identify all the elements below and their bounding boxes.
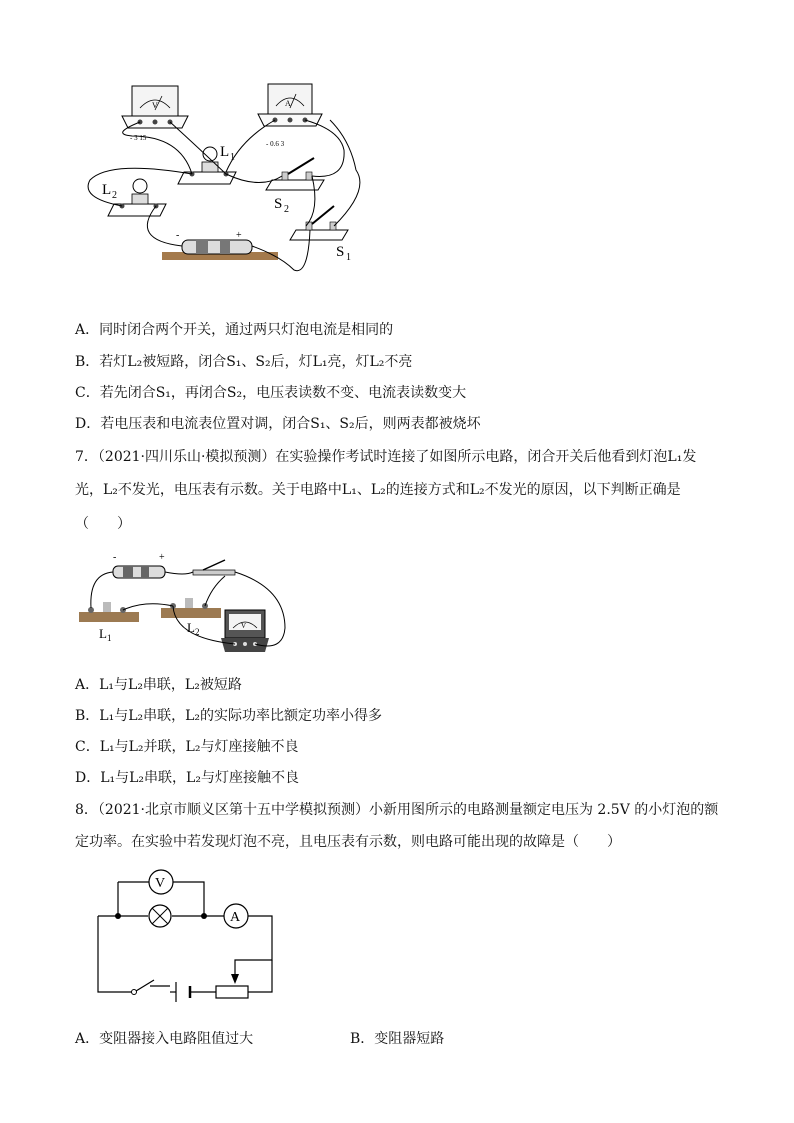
circuit-schematic-3 <box>90 862 280 1002</box>
battery-holder <box>162 230 278 260</box>
schematic-ammeter-letter: A <box>230 910 241 925</box>
label-l2: L <box>102 182 112 198</box>
switch-2 <box>193 560 235 575</box>
circuit-figure-2 <box>75 548 295 660</box>
q7-option-c: C．L₁与L₂并联，L₂与灯座接触不良 <box>75 739 299 755</box>
junction-left <box>115 913 121 919</box>
fig2-minus: - <box>113 552 117 563</box>
ammeter-device <box>258 84 322 148</box>
q6-option-d: D．若电压表和电流表位置对调，闭合S₁、S₂后，则两表都被烧坏 <box>75 416 481 432</box>
fig2-plus: + <box>159 552 165 563</box>
voltmeter-device <box>122 86 188 142</box>
label-s1: S <box>336 244 345 260</box>
schematic-lamp <box>149 905 171 927</box>
q7-stem-line-1: 7．（2021·四川乐山·模拟预测）在实验操作考试时连接了如图所示电路，闭合开关后他看到灯泡L₁发 <box>75 449 697 465</box>
voltmeter-scale: - 3 15 <box>130 134 147 142</box>
ammeter-letter: A <box>285 99 291 108</box>
fig2-label-l2: L <box>187 620 195 635</box>
junction-right <box>201 913 207 919</box>
fig2-label-l1-sub: 1 <box>107 633 112 643</box>
label-l2-sub: 2 <box>112 190 117 201</box>
fig2-label-l2-sub: 2 <box>195 627 200 637</box>
schematic-rheostat <box>216 974 248 998</box>
switch-s2 <box>266 158 324 190</box>
q6-option-b: B．若灯L₂被短路，闭合S₁、S₂后，灯L₁亮，灯L₂不亮 <box>75 354 413 370</box>
q7-option-a: A．L₁与L₂串联，L₂被短路 <box>75 677 242 693</box>
fig2-voltmeter-letter: V <box>241 622 247 630</box>
label-s1-sub: 1 <box>346 252 351 263</box>
q6-option-c: C．若先闭合S₁，再闭合S₂，电压表读数不变、电流表读数变大 <box>75 385 467 401</box>
q7-stem-line-3: （ ） <box>75 516 131 532</box>
schematic-voltmeter <box>149 870 173 894</box>
battery-plus: + <box>236 230 242 241</box>
battery-minus: - <box>176 230 180 241</box>
q8-option-a: A．变阻器接入电路阻值过大 <box>75 1031 254 1047</box>
q8-option-b: B．变阻器短路 <box>350 1031 445 1047</box>
q6-option-a: A．同时闭合两个开关，通过两只灯泡电流是相同的 <box>75 322 394 338</box>
schematic-battery <box>176 982 190 1002</box>
q7-option-b: B．L₁与L₂串联，L₂的实际功率比额定功率小得多 <box>75 708 383 724</box>
q8-stem-line-1: 8．（2021·北京市顺义区第十五中学模拟预测）小新用图所示的电路测量额定电压为 2.5V 的小灯泡的额 <box>75 802 719 818</box>
lamp-holder-l1 <box>79 602 139 622</box>
switch-s1 <box>290 206 348 240</box>
q7-stem-line-2: 光，L₂不发光，电压表有示数。关于电路中L₁、L₂的连接方式和L₂不发光的原因，以下判断正确是 <box>75 482 681 498</box>
voltmeter-letter: V <box>152 101 158 110</box>
label-s2-sub: 2 <box>284 204 289 215</box>
fig2-label-l1: L <box>99 626 107 641</box>
q8-stem-line-2: 定功率。在实验中若发现灯泡不亮，且电压表有示数，则电路可能出现的故障是（ ） <box>75 834 621 850</box>
lamp-holder-l2 <box>161 598 221 618</box>
battery-2 <box>113 552 165 578</box>
schematic-switch <box>132 980 155 995</box>
circuit-figure-1 <box>70 80 390 280</box>
label-s2: S <box>274 196 283 212</box>
schematic-wires <box>98 882 272 992</box>
schematic-voltmeter-letter: V <box>155 876 166 891</box>
ammeter-scale: - 0.6 3 <box>266 140 285 148</box>
q7-option-d: D．L₁与L₂串联，L₂与灯座接触不良 <box>75 770 299 786</box>
schematic-ammeter <box>224 904 248 928</box>
label-l1: L <box>220 144 230 160</box>
label-l1-sub: 1 <box>230 152 235 163</box>
